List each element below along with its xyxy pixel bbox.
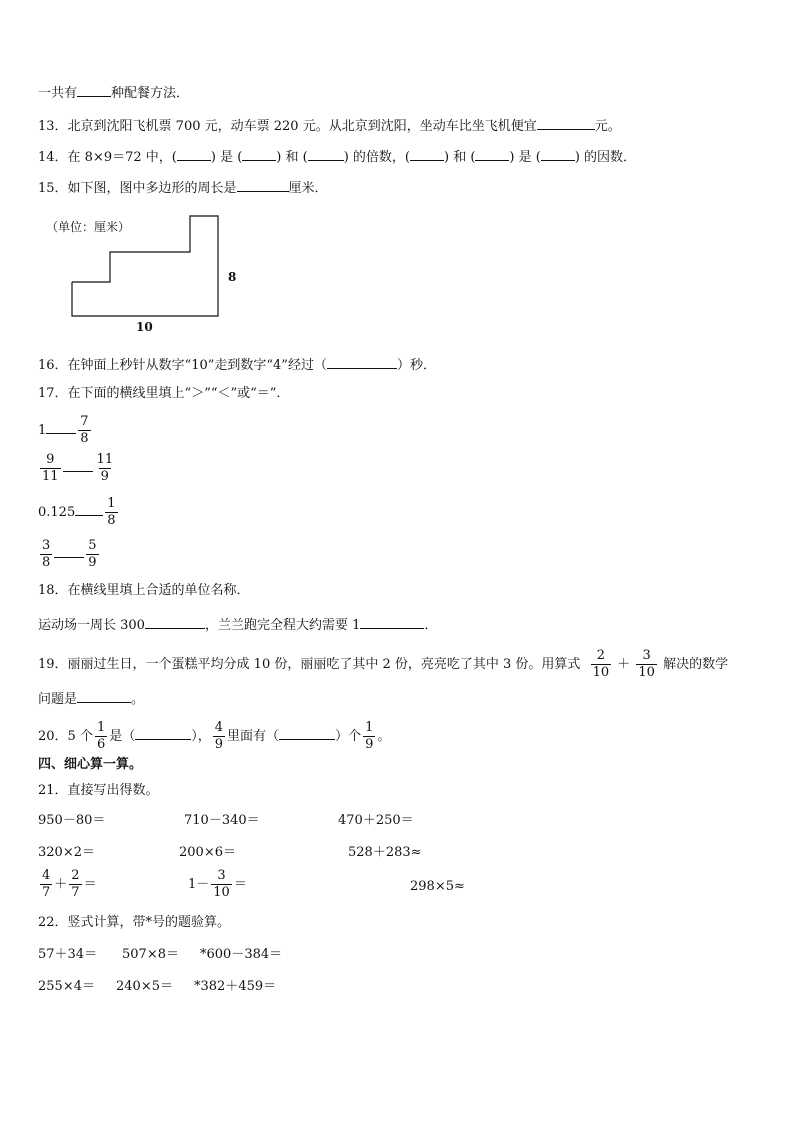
q14-line (38, 146, 636, 167)
q17-item-2 (38, 452, 117, 485)
q21-r2-c2: 200×6＝ (179, 845, 236, 860)
denominator: 9 (214, 737, 224, 752)
plus-sign: ＋ (617, 657, 631, 672)
numerator: 3 (642, 648, 651, 663)
q14-blank-3[interactable] (308, 146, 344, 161)
q19-tail: 解决的数学 (663, 657, 729, 672)
numerator: 3 (42, 538, 51, 553)
q20-text-3: ）， (191, 729, 211, 744)
q14-blank-2[interactable] (242, 146, 276, 161)
q14-text-5: ) 和 ( (443, 150, 476, 165)
numerator: 4 (214, 720, 224, 735)
q20-blank-2[interactable] (279, 725, 335, 740)
q17-item-3 (38, 496, 120, 529)
fraction (211, 868, 232, 901)
side-length-label: 8 (228, 270, 237, 284)
section-4-heading: 四、细心算一算。 (38, 757, 143, 772)
q19-text: 19．丽丽过生日，一个蛋糕平均分成 10 份，丽丽吃了其中 2 份，亮亮吃了其中 3 份。用算式 (38, 657, 581, 672)
q22-r2-c1: 255×4＝ (38, 979, 95, 994)
q14-text-4: ) 的倍数，( (343, 150, 410, 165)
q20-text-5: ）个 (335, 729, 362, 744)
q20-text-2: 是（ (109, 729, 136, 744)
q17-item4-right-fraction (86, 538, 98, 571)
q22-title: 22．竖式计算，带*号的题验算。 (38, 915, 231, 930)
q17-item3-fraction (105, 496, 117, 529)
denominator: 8 (42, 555, 51, 570)
numerator: 3 (217, 868, 226, 883)
numerator: 4 (42, 868, 51, 883)
q20-blank-1[interactable] (135, 725, 191, 740)
q18-text-b: ，兰兰跑完全程大约需要 1 (204, 618, 361, 633)
q12-answer-blank[interactable] (77, 82, 111, 97)
q18-blank-1[interactable] (145, 614, 205, 629)
denominator: 9 (365, 737, 374, 752)
q20-text-1: 20．5 个 (38, 729, 93, 744)
q14-blank-1[interactable] (177, 146, 211, 161)
q12-after: 种配餐方法． (111, 86, 190, 101)
q17-item-4 (38, 538, 101, 571)
denominator: 10 (592, 665, 610, 680)
q17-item4-left-fraction (40, 538, 52, 571)
q15-after: 厘米． (288, 181, 328, 196)
q21-r1-c2: 710－340＝ (184, 813, 260, 828)
q21-r1-c3: 470＋250＝ (338, 813, 414, 828)
q17-title: 17．在下面的横线里填上“＞”“＜”或“＝”． (38, 386, 290, 401)
q13-answer-blank[interactable] (537, 115, 595, 130)
q19-line (38, 648, 728, 681)
denominator: 10 (638, 665, 655, 680)
numerator: 1 (365, 720, 374, 735)
q22-r2-c2: 240×5＝ (116, 979, 173, 994)
q15-text: 15．如下图，图中多边形的周长是 (38, 181, 237, 196)
q13-after: 元。 (594, 119, 621, 134)
numerator: 1 (107, 496, 116, 511)
q18-blank-2[interactable] (360, 614, 424, 629)
numerator: 1 (96, 720, 106, 735)
q15-answer-blank[interactable] (237, 177, 289, 192)
q20-line (38, 720, 390, 753)
q17-item2-left-fraction (40, 452, 61, 485)
denominator: 6 (96, 737, 106, 752)
q17-item3-blank[interactable] (75, 501, 103, 516)
denominator: 10 (213, 885, 230, 900)
q17-item1-left: 1 (38, 423, 47, 438)
denominator: 9 (88, 555, 97, 570)
q17-item-1 (38, 414, 93, 447)
q18-text-a: 运动场一周长 300 (38, 618, 145, 633)
q16-after: ）秒． (396, 358, 436, 373)
fraction (69, 868, 81, 901)
q19-end: 。 (131, 692, 145, 707)
q20-text-6: 。 (377, 729, 391, 744)
q14-text-3: ) 和 ( (276, 150, 308, 165)
unit-note: （单位：厘米） (46, 220, 131, 234)
q18-title: 18．在横线里填上合适的单位名称． (38, 583, 250, 598)
q17-item1-fraction (78, 414, 90, 447)
q14-text-2: ) 是 ( (210, 150, 243, 165)
q17-item1-blank[interactable] (46, 419, 76, 434)
q14-blank-5[interactable] (475, 146, 509, 161)
q18-line (38, 614, 437, 635)
denominator: 8 (80, 431, 89, 446)
q20-fraction-3 (363, 720, 375, 753)
q15-line (38, 177, 328, 198)
q14-text-7: ) 的因数． (574, 150, 637, 165)
minuend: 1－ (188, 877, 210, 892)
q12-line (38, 82, 189, 103)
q13-text: 13．北京到沈阳飞机票 700 元，动车票 220 元。从北京到沈阳，坐动车比坐飞机便宜 (38, 119, 537, 134)
q20-text-4: 里面有（ (227, 729, 280, 744)
q13-line (38, 115, 621, 136)
polygon-figure (40, 212, 240, 346)
bottom-length-label: 10 (136, 320, 153, 334)
q21-r2-c1: 320×2＝ (38, 845, 95, 860)
numerator: 9 (46, 452, 55, 467)
denominator: 8 (107, 513, 116, 528)
denominator: 7 (71, 885, 80, 900)
q16-text: 16．在钟面上秒针从数字“10”走到数字“4”经过（ (38, 358, 327, 373)
denominator: 11 (42, 469, 59, 484)
q16-answer-blank[interactable] (327, 354, 397, 369)
numerator: 2 (71, 868, 80, 883)
q18-end: ． (424, 618, 438, 633)
q21-r3-c3: 298×5≈ (410, 879, 465, 894)
q17-item4-blank[interactable] (54, 543, 84, 558)
q14-text-6: ) 是 ( (509, 150, 541, 165)
numerator: 11 (96, 452, 114, 467)
q20-fraction-1 (95, 720, 107, 753)
q12-before: 一共有 (38, 86, 78, 101)
q21-r2-c3: 528＋283≈ (348, 845, 422, 860)
denominator: 9 (100, 469, 109, 484)
q20-fraction-2 (213, 720, 225, 753)
fraction (40, 868, 52, 901)
equals-sign: ＝ (233, 877, 247, 892)
numerator: 5 (88, 538, 97, 553)
q22-r2-c3: *382＋459＝ (194, 979, 277, 994)
q19-fraction-1 (591, 648, 612, 681)
plus-sign: ＋ (54, 877, 68, 892)
q19-line-2 (38, 688, 144, 709)
equals-sign: ＝ (83, 877, 97, 892)
q14-blank-6[interactable] (541, 146, 575, 161)
q21-r3-c2 (188, 868, 247, 901)
numerator: 7 (80, 414, 89, 429)
q21-title: 21．直接写出得数。 (38, 783, 159, 798)
q17-item2-right-fraction (95, 452, 116, 485)
numerator: 2 (596, 648, 605, 663)
q21-r1-c1: 950－80＝ (38, 813, 106, 828)
q17-item3-left: 0.125 (38, 505, 76, 520)
q19-answer-blank[interactable] (77, 688, 131, 703)
q19-text-2: 问题是 (38, 692, 78, 707)
q14-blank-4[interactable] (410, 146, 444, 161)
q21-r3-c1 (38, 868, 97, 901)
denominator: 7 (42, 885, 51, 900)
q16-line (38, 354, 436, 375)
q14-text-1: 14．在 8×9＝72 中，( (38, 150, 177, 165)
q22-r1-c1: 57＋34＝ (38, 947, 98, 962)
q22-r1-c3: *600－384＝ (200, 947, 283, 962)
q19-fraction-2 (636, 648, 657, 681)
q17-item2-blank[interactable] (63, 457, 93, 472)
q22-r1-c2: 507×8＝ (122, 947, 179, 962)
